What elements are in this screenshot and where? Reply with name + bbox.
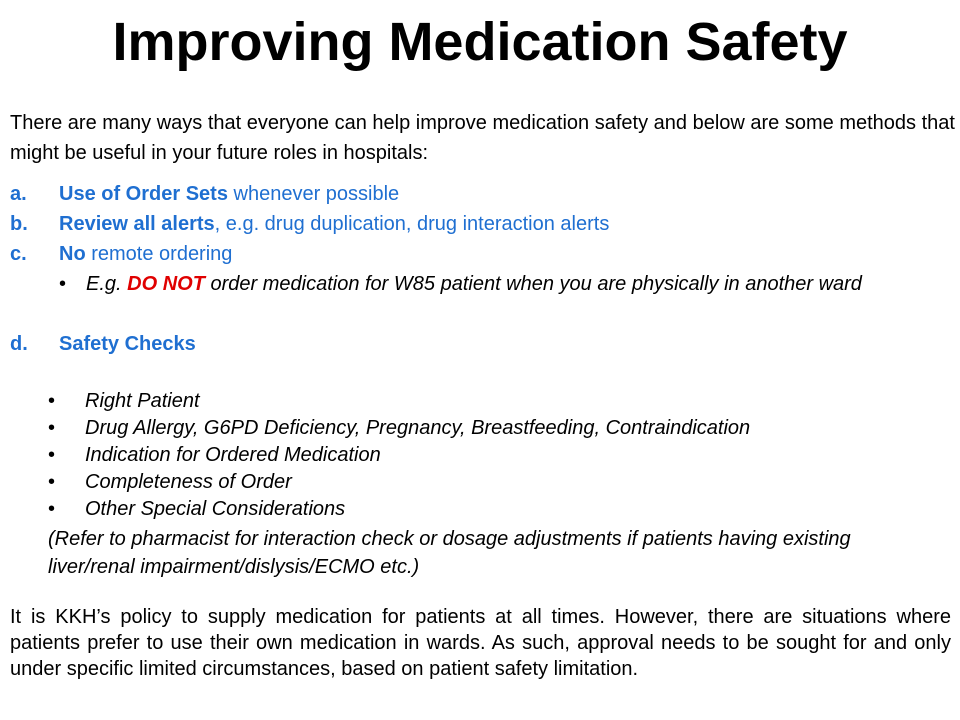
sub-bullet-prefix: E.g.	[86, 273, 128, 295]
bullet-icon: •	[48, 498, 56, 520]
check-item	[48, 388, 948, 415]
do-not-emphasis: DO NOT	[127, 273, 205, 295]
check-item-text: Indication for Ordered Medication	[85, 444, 381, 466]
policy-paragraph: It is KKH’s policy to supply medication for patients at all times. However, there are situations where patients prefer to use their own medication in wards. As such, approval needs to be sought for and only under specific limited circumstances, based on patient safety limitation.	[10, 606, 951, 680]
check-item-text: Right Patient	[85, 390, 200, 412]
list-item-rest: whenever possible	[227, 183, 400, 205]
list-item-bold: No	[59, 243, 86, 265]
check-item	[48, 496, 948, 523]
methods-list	[10, 179, 955, 359]
sub-bullet-text	[86, 269, 936, 299]
list-item-bold: Safety Checks	[59, 333, 196, 355]
list-item-rest: , e.g. drug duplication, drug interaction alerts	[214, 213, 610, 235]
intro-text: There are many ways that everyone can help improve medication safety and below are some methods that might be useful in your future roles in hospitals:	[10, 112, 955, 164]
list-item-review-alerts	[10, 209, 955, 239]
list-item-no-remote-ordering	[10, 239, 955, 269]
list-marker: a.	[10, 183, 27, 205]
bullet-icon: •	[48, 390, 56, 412]
list-item-text	[59, 329, 196, 359]
list-item-text	[59, 209, 609, 239]
list-item-order-sets	[10, 179, 955, 209]
pharmacist-note: (Refer to pharmacist for interaction check or dosage adjustments if patients having existing liver/renal impairment/dislysis/ECMO etc.)	[48, 528, 851, 578]
check-item-text: Completeness of Order	[85, 471, 292, 493]
list-marker: c.	[10, 243, 27, 265]
check-item-text: Drug Allergy, G6PD Deficiency, Pregnancy, Breastfeeding, Contraindication	[85, 417, 751, 439]
check-item	[48, 469, 948, 496]
page-title: Improving Medication Safety	[112, 12, 848, 72]
bullet-icon: •	[48, 471, 56, 493]
list-item-rest: remote ordering	[85, 243, 233, 265]
bullet-icon: •	[48, 444, 56, 466]
sub-bullet-suffix: order medication for W85 patient when you are physically in another ward	[204, 273, 862, 295]
list-item-bold: Review all alerts	[59, 213, 215, 235]
list-marker: b.	[10, 213, 28, 235]
list-item-text	[59, 179, 399, 209]
check-item	[48, 415, 948, 442]
bullet-icon: •	[48, 417, 56, 439]
list-item-text	[59, 239, 232, 269]
bullet-icon: •	[59, 273, 67, 295]
list-item-safety-checks	[10, 329, 955, 359]
sub-bullet-remote-ordering	[59, 269, 955, 329]
safety-checks-list	[48, 388, 948, 581]
list-marker: d.	[10, 333, 28, 355]
list-item-bold: Use of Order Sets	[59, 183, 228, 205]
check-item-text: Other Special Considerations	[85, 498, 346, 520]
check-item	[48, 442, 948, 469]
